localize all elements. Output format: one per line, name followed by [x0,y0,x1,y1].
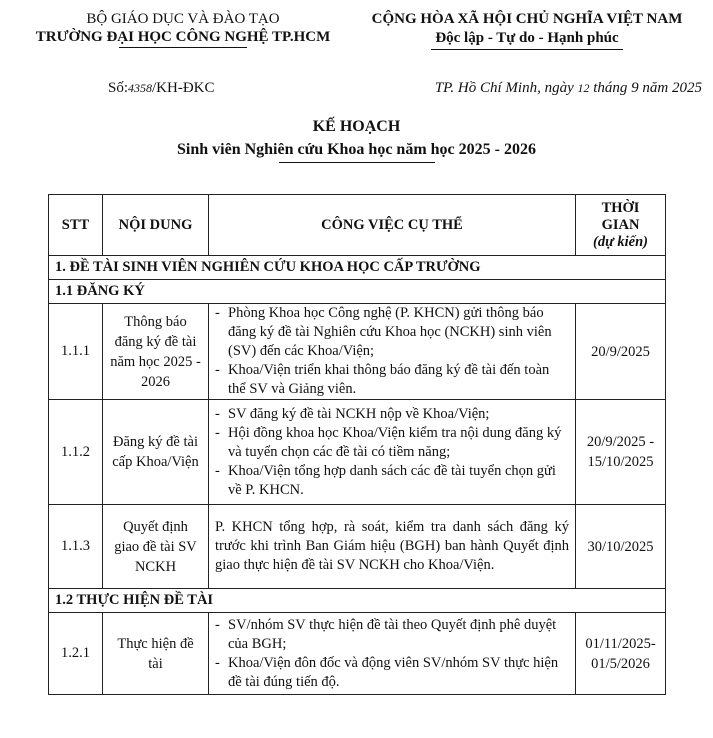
table-row [49,613,666,695]
task-item: - Khoa/Viện tổng hợp danh sách các đề tài tuyển chọn gửi về P. KHCN. [215,462,569,500]
subsection-1-1-title: 1.1 ĐĂNG KÝ [49,280,666,304]
task-item: - Phòng Khoa học Công nghệ (P. KHCN) gửi thông báo đăng ký đề tài Nghiên cứu Khoa học (NCKH) sinh viên (SV) đến các Khoa/Viện; [215,304,569,361]
row-tasks [209,505,576,589]
row-stt: 1.2.1 [49,613,103,695]
section-1-title: 1. ĐỀ TÀI SINH VIÊN NGHIÊN CỨU KHOA HỌC CẤP TRƯỜNG [49,256,666,280]
doc-number-prefix: Số: [108,80,129,96]
subtitle-underline [279,162,435,163]
table-row [49,304,666,400]
task-item: - Khoa/Viện triển khai thông báo đăng ký đề tài đến toàn thể SV và Giảng viên. [215,361,569,399]
row-time: 20/9/2025 [576,304,666,400]
issuer-header [18,10,348,48]
doc-number-value: 4358 [128,81,153,95]
task-item: - SV đăng ký đề tài NCKH nộp về Khoa/Viện; [215,405,569,424]
national-header [352,10,702,50]
row-time: 01/11/2025- 01/5/2026 [576,613,666,695]
section-row [49,256,666,280]
header-content: NỘI DUNG [103,195,209,256]
ministry-name: BỘ GIÁO DỤC VÀ ĐÀO TẠO [86,11,280,27]
row-time: 30/10/2025 [576,505,666,589]
subsection-row [49,589,666,613]
header-stt: STT [49,195,103,256]
document-number [108,80,215,97]
doc-number-suffix: /KH-ĐKC [152,80,215,96]
republic-name: CỘNG HÒA XÃ HỘI CHỦ NGHĨA VIỆT NAM [371,11,683,27]
row-tasks [209,304,576,400]
row-stt: 1.1.2 [49,400,103,505]
date-suffix: tháng 9 năm 2025 [589,80,702,96]
row-tasks [209,613,576,695]
subsection-row [49,280,666,304]
header-time [576,195,666,256]
issuer-underline [119,47,247,48]
header-time-line2: GIAN [601,216,640,233]
row-content: Đăng ký đề tài cấp Khoa/Viện [103,400,209,505]
task-item: - Hội đồng khoa học Khoa/Viện kiểm tra nội dung đăng ký và tuyển chọn các đề tài có tiềm năng; [215,424,569,462]
subsection-1-2-title: 1.2 THỰC HIỆN ĐỀ TÀI [49,589,666,613]
school-name: TRƯỜNG ĐẠI HỌC CÔNG NGHỆ TP.HCM [35,29,331,45]
motto-underline [431,49,623,50]
header-time-line1: THỜI [601,199,640,216]
table-row [49,505,666,589]
row-stt: 1.1.3 [49,505,103,589]
row-content: Quyết định giao đề tài SV NCKH [103,505,209,589]
task-item: - Khoa/Viện đôn đốc và động viên SV/nhóm SV thực hiện đề tài đúng tiến độ. [215,654,569,692]
task-item: - SV/nhóm SV thực hiện đề tài theo Quyết định phê duyệt của BGH; [215,616,569,654]
document-title: KẾ HOẠCH [312,118,401,135]
national-motto: Độc lập - Tự do - Hạnh phúc [435,30,619,46]
row-tasks [209,400,576,505]
row-stt: 1.1.1 [49,304,103,400]
document-subtitle [0,141,713,163]
row-content: Thực hiện đề tài [103,613,209,695]
document-date [352,80,702,97]
plan-table [48,194,666,695]
task-paragraph: P. KHCN tổng hợp, rà soát, kiểm tra danh sách đăng ký trước khi trình Ban Giám hiệu (BGH) ban hành Quyết định giao thực hiện đề tài SV NCKH cho Khoa/Viện. [215,519,569,573]
header-tasks: CÔNG VIỆC CỤ THỂ [209,195,576,256]
table-header-row [49,195,666,256]
row-content: Thông báo đăng ký đề tài năm học 2025 - 2026 [103,304,209,400]
table-row [49,400,666,505]
date-day: 12 [577,81,590,95]
document-subtitle-text: Sinh viên Nghiên cứu Khoa học năm học 2025 - 2026 [177,141,536,158]
row-time: 20/9/2025 - 15/10/2025 [576,400,666,505]
header-time-note: (dự kiến) [593,233,648,250]
date-prefix: TP. Hồ Chí Minh, ngày [434,80,578,96]
